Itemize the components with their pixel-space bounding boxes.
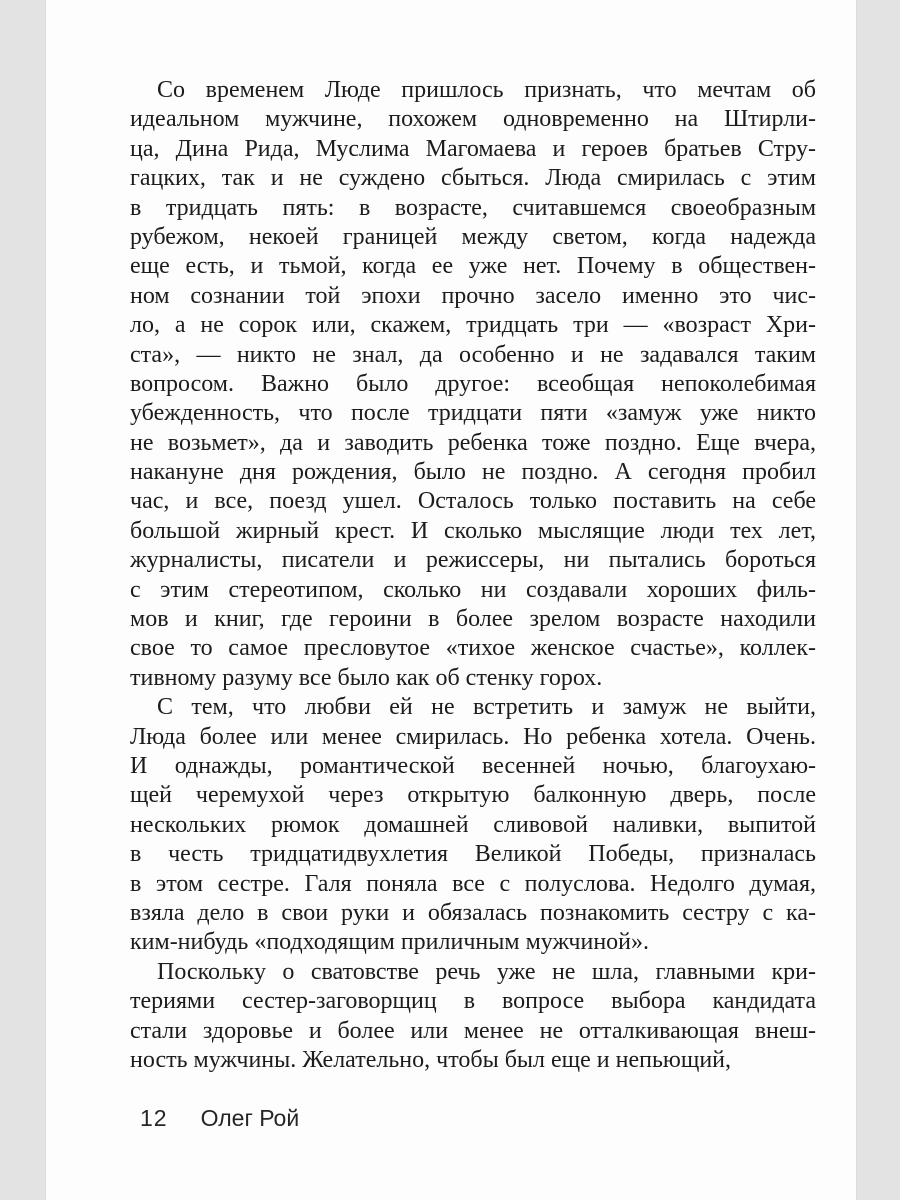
text-line: ца, Дина Рида, Муслима Магомаева и героев братьев Стру-: [130, 135, 816, 162]
text-line: час, и все, поезд ушел. Осталось только поставить на себе: [130, 488, 816, 515]
running-title-author: Олег Рой: [200, 1105, 300, 1131]
text-line: Люда более или менее смирилась. Но ребенка хотела. Очень.: [130, 723, 816, 750]
text-line: убежденность, что после тридцати пяти «замуж уже никто: [130, 400, 816, 427]
text-line: большой жирный крест. И сколько мыслящие люди тех лет,: [130, 517, 816, 544]
paragraph: [130, 693, 816, 958]
text-line: с этим стереотипом, сколько ни создавали хороших филь-: [130, 576, 816, 603]
text-line: ста», — никто не знал, да особенно и не задавался таким: [130, 341, 816, 368]
text-line: тивному разуму все было как об стенку горох.: [130, 664, 603, 691]
text-line: в тридцать пять: в возрасте, считавшемся своеобразным: [130, 194, 816, 221]
left-edge-strip: [0, 0, 46, 1200]
text-line: вопросом. Важно было другое: всеобщая непоколебимая: [130, 370, 816, 397]
text-line: не возьмет», да и заводить ребенка тоже поздно. Еще вчера,: [130, 429, 816, 456]
paragraph: [130, 958, 816, 1076]
text-line: журналисты, писатели и режиссеры, ни пытались бороться: [130, 547, 816, 574]
book-page: [47, 0, 856, 1200]
text-line: И однажды, романтической весенней ночью, благоухаю-: [130, 752, 816, 779]
text-line: гацких, так и не суждено сбыться. Люда смирилась с этим: [130, 165, 816, 192]
text-line: С тем, что любви ей не встретить и замуж не выйти,: [157, 694, 816, 721]
text-line: в этом сестре. Галя поняла все с полуслова. Недолго думая,: [130, 870, 816, 897]
page-number: 12: [140, 1105, 168, 1131]
text-line: Со временем Люде пришлось признать, что мечтам об: [157, 77, 816, 103]
text-line: ким-нибудь «подходящим приличным мужчиной».: [130, 929, 650, 956]
text-line: мов и книг, где героини в более зрелом возрасте находили: [130, 606, 816, 633]
text-line: свое то самое пресловутое «тихое женское счастье», коллек-: [130, 635, 816, 662]
text-line: накануне дня рождения, было не поздно. А сегодня пробил: [130, 459, 816, 486]
text-line: взяла дело в свои руки и обязалась познакомить сестру с ка-: [130, 899, 816, 926]
text-line: Поскольку о сватовстве речь уже не шла, главными кри-: [157, 958, 816, 985]
text-line: ло, а не сорок или, скажем, тридцать три — «возраст Хри-: [130, 312, 816, 339]
text-line: щей черемухой через открытую балконную дверь, после: [130, 782, 816, 809]
right-edge-strip: [856, 0, 900, 1200]
page-footer: [140, 1105, 299, 1132]
text-line: еще есть, и тьмой, когда ее уже нет. Почему в обществен-: [130, 253, 816, 280]
text-line: териями сестер-заговорщиц в вопросе выбора кандидата: [130, 988, 816, 1015]
paragraph: [130, 76, 816, 693]
text-line: ном сознании той эпохи прочно засело именно это чис-: [130, 282, 816, 309]
text-line: в честь тридцатидвухлетия Великой Победы, призналась: [130, 841, 816, 868]
text-line: идеальном мужчине, похожем одновременно на Штирли-: [130, 106, 816, 133]
text-line: нескольких рюмок домашней сливовой наливки, выпитой: [130, 811, 816, 838]
text-line: стали здоровье и более или менее не отталкивающая внеш-: [130, 1017, 816, 1044]
text-line: ность мужчины. Желательно, чтобы был еще и непьющий,: [130, 1046, 732, 1073]
text-line: рубежом, некоей границей между светом, когда надежда: [130, 223, 816, 250]
text-block: [130, 76, 816, 1075]
